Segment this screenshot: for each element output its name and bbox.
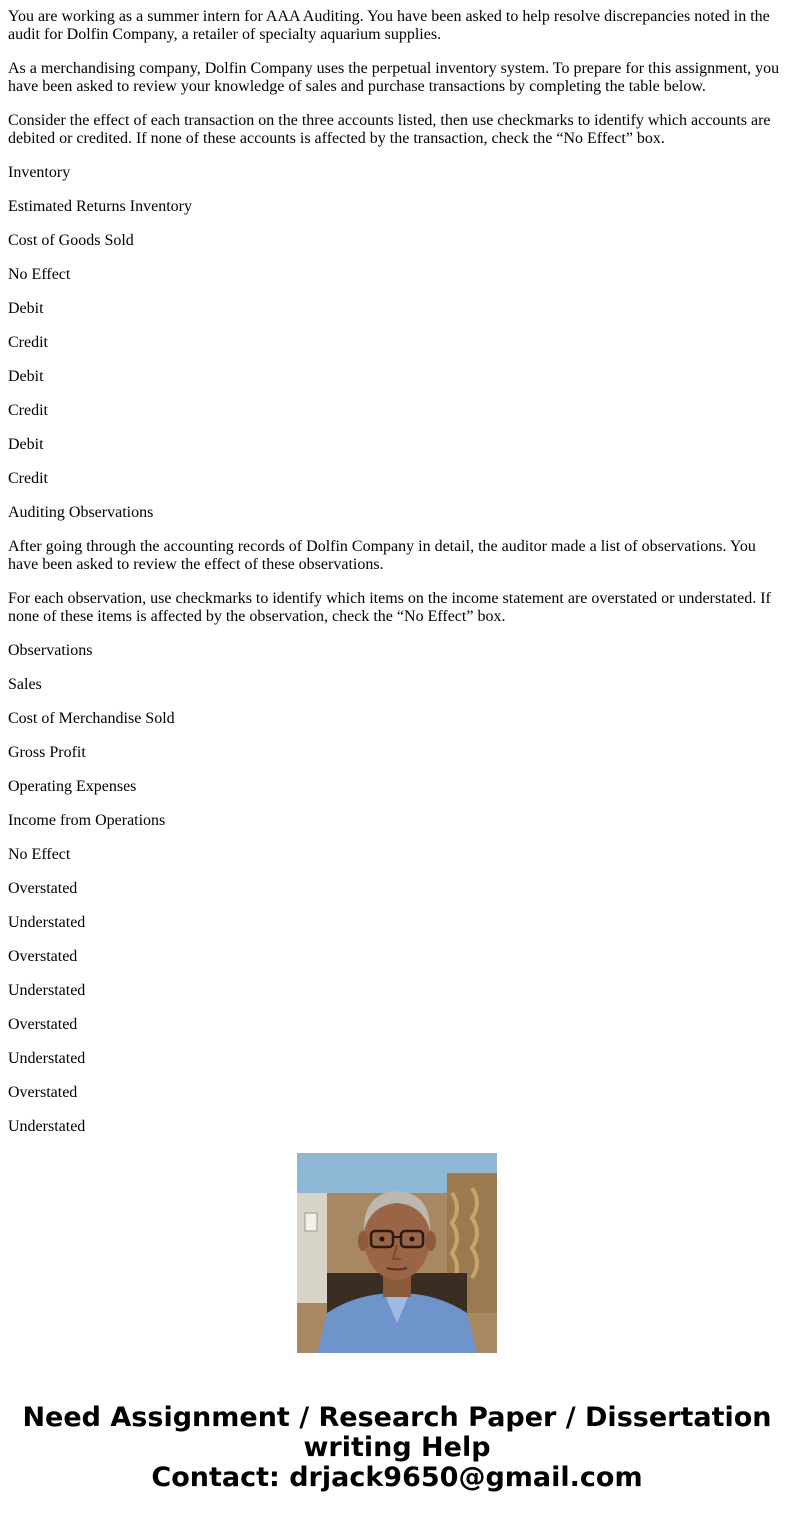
header-gross-profit: Gross Profit xyxy=(8,744,86,761)
account-estimated-returns-inventory: Estimated Returns Inventory xyxy=(8,198,192,215)
header-cost-of-merchandise-sold: Cost of Merchandise Sold xyxy=(8,710,175,727)
column-overstated: Overstated xyxy=(8,880,78,897)
column-understated: Understated xyxy=(8,982,86,999)
column-overstated: Overstated xyxy=(8,1084,78,1101)
column-debit: Debit xyxy=(8,436,44,453)
account-cost-of-goods-sold: Cost of Goods Sold xyxy=(8,232,134,249)
section-heading: Auditing Observations xyxy=(8,504,154,521)
promo-contact: Contact: drjack9650@gmail.com xyxy=(151,1462,643,1493)
promo-line-1: Need Assignment / Research Paper / Dissertation xyxy=(22,1402,772,1433)
column-overstated: Overstated xyxy=(8,948,78,965)
header-sales: Sales xyxy=(8,676,42,693)
column-credit: Credit xyxy=(8,402,48,419)
profile-photo xyxy=(297,1153,497,1353)
section-paragraph-1: After going through the accounting records of Dolfin Company in detail, the auditor made a list of observations. You have been asked to review the effect of these observations. xyxy=(8,538,756,573)
column-understated: Understated xyxy=(8,914,86,931)
account-no-effect: No Effect xyxy=(8,266,71,283)
intro-paragraph-2: As a merchandising company, Dolfin Company uses the perpetual inventory system. To prepare for this assignment, you have been asked to review your knowledge of sales and purchase transactions by completing the table below. xyxy=(8,60,780,95)
intro-paragraph-3: Consider the effect of each transaction on the three accounts listed, then use checkmarks to identify which accounts are debited or credited. If none of these accounts is affected by the transaction, check the “No Effect” box. xyxy=(8,112,771,147)
column-debit: Debit xyxy=(8,368,44,385)
promo-line-2: writing Help xyxy=(303,1432,491,1463)
header-no-effect: No Effect xyxy=(8,846,71,863)
section-paragraph-2: For each observation, use checkmarks to identify which items on the income statement are overstated or understated. If none of these items is affected by the observation, check the “No Effect” box. xyxy=(8,590,771,625)
column-overstated: Overstated xyxy=(8,1016,78,1033)
promo-text xyxy=(0,1403,794,1493)
column-understated: Understated xyxy=(8,1118,86,1135)
header-income-from-operations: Income from Operations xyxy=(8,812,166,829)
account-inventory: Inventory xyxy=(8,164,71,181)
column-credit: Credit xyxy=(8,470,48,487)
column-debit: Debit xyxy=(8,300,44,317)
intro-paragraph-1: You are working as a summer intern for AAA Auditing. You have been asked to help resolve discrepancies noted in the audit for Dolfin Company, a retailer of specialty aquarium supplies. xyxy=(8,8,770,43)
column-understated: Understated xyxy=(8,1050,86,1067)
header-operating-expenses: Operating Expenses xyxy=(8,778,137,795)
promo-footer xyxy=(0,1123,794,1523)
header-observations: Observations xyxy=(8,642,93,659)
column-credit: Credit xyxy=(8,334,48,351)
